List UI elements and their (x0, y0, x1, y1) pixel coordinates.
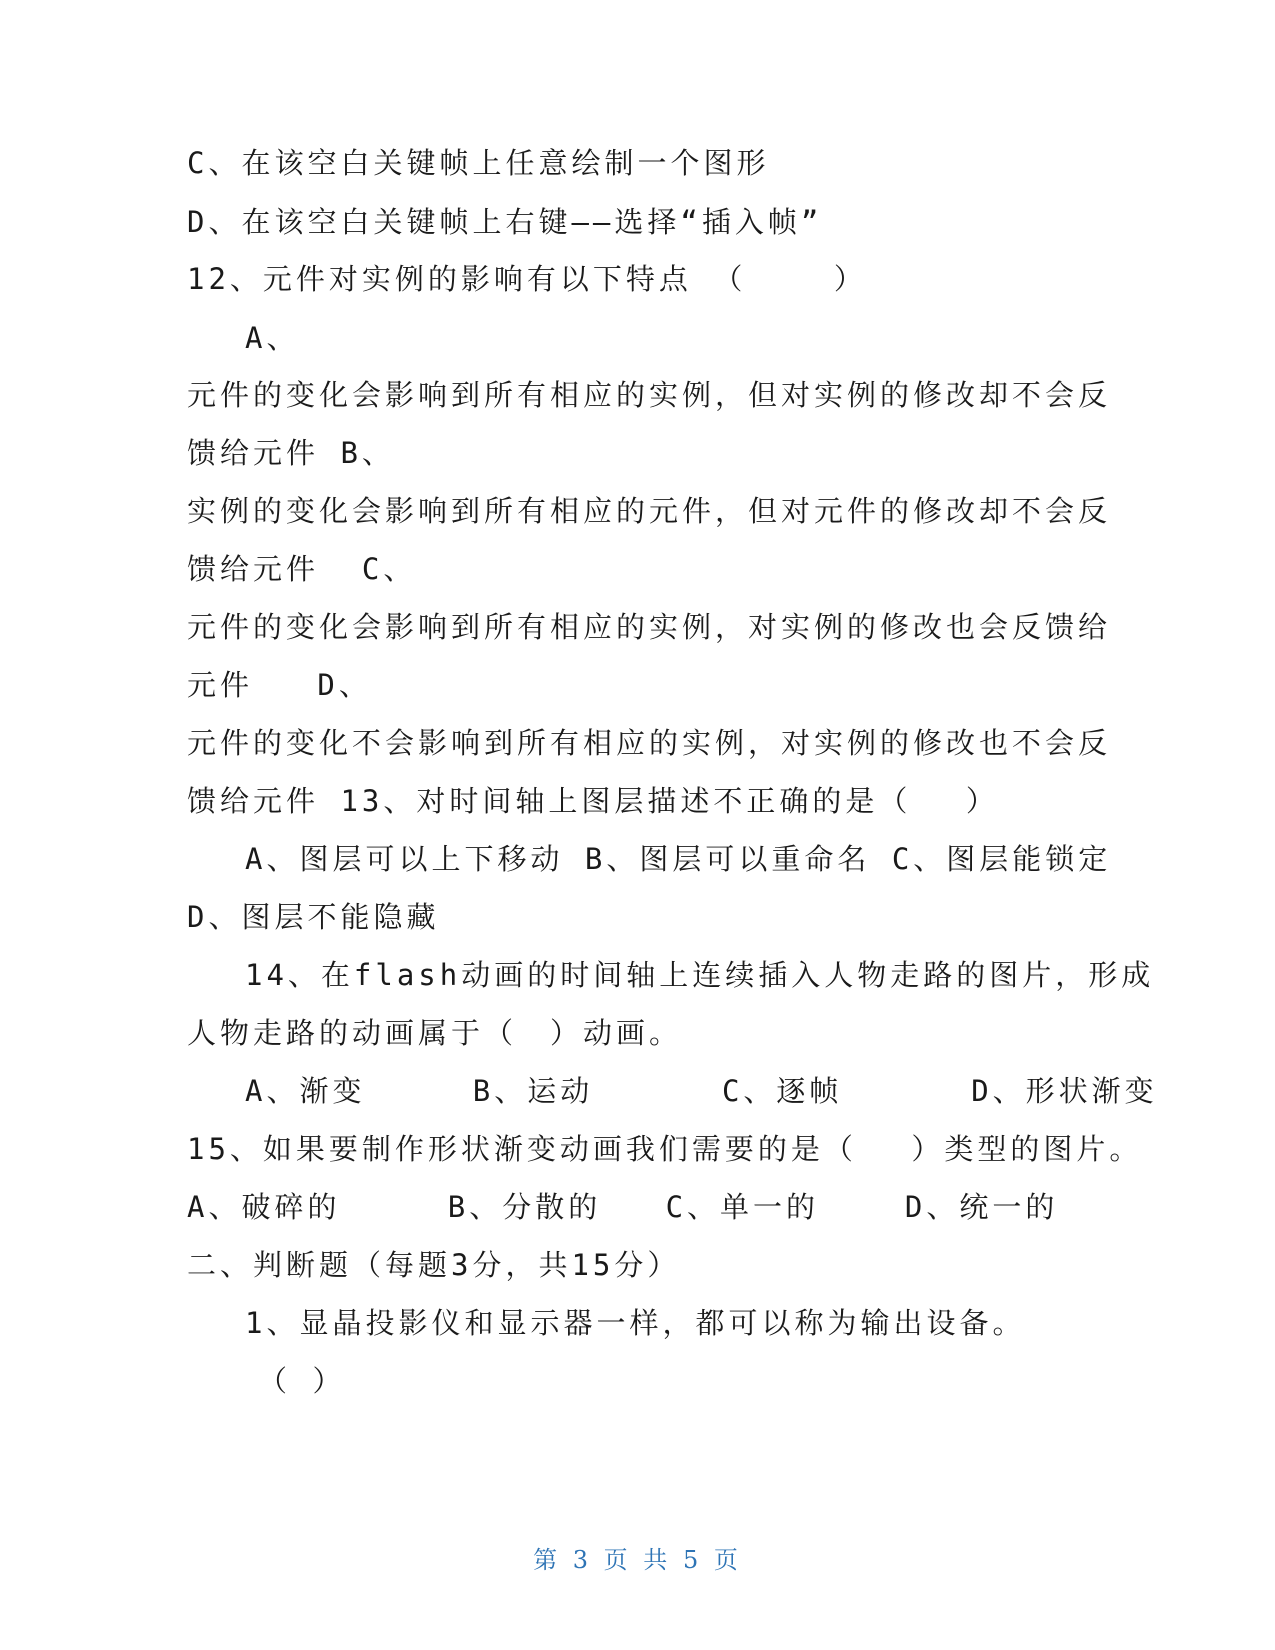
option-12b-text: 实例的变化会影响到所有相应的元件，但对元件的修改却不会反 (187, 494, 1112, 528)
option-12b-label: 馈给元件 B、 (187, 436, 395, 470)
option-12d-label: 元件 D、 (187, 668, 372, 702)
options-13abc: A、图层可以上下移动 B、图层可以重命名 C、图层能锁定 (245, 842, 1112, 876)
question-15: 15、如果要制作形状渐变动画我们需要的是（ ）类型的图片。 (187, 1132, 1143, 1166)
option-11c: C、在该空白关键帧上任意绘制一个图形 (187, 146, 770, 180)
option-12a-text: 元件的变化会影响到所有相应的实例，但对实例的修改却不会反 (187, 378, 1112, 412)
options-15: A、破碎的 B、分散的 C、单一的 D、统一的 (187, 1190, 1059, 1224)
question-14-cont: 人物走路的动画属于（ ）动画。 (187, 1016, 683, 1050)
question-13: 馈给元件 13、对时间轴上图层描述不正确的是（ ） (187, 784, 999, 818)
page-number-footer: 第 3 页 共 5 页 (533, 1546, 742, 1574)
option-12c-text: 元件的变化会影响到所有相应的实例，对实例的修改也会反馈给 (187, 610, 1112, 644)
options-14: A、渐变 B、运动 C、逐帧 D、形状渐变 (245, 1074, 1158, 1108)
option-13d: D、图层不能隐藏 (187, 900, 440, 934)
option-12d-text: 元件的变化不会影响到所有相应的实例，对实例的修改也不会反 (187, 726, 1112, 760)
judgement-1: 1、显晶投影仪和显示器一样，都可以称为输出设备。 (245, 1306, 1026, 1340)
option-12c-label: 馈给元件 C、 (187, 552, 417, 586)
section-heading-judgement: 二、判断题（每题3分，共15分） (187, 1248, 681, 1282)
judgement-1-blank: （ ） (258, 1364, 346, 1398)
question-14: 14、在flash动画的时间轴上连续插入人物走路的图片，形成 (245, 958, 1155, 992)
option-12a-label: A、 (245, 321, 300, 355)
option-11d: D、在该空白关键帧上右键——选择“插入帧” (187, 205, 823, 239)
question-12: 12、元件对实例的影响有以下特点 （ ） (187, 262, 867, 296)
